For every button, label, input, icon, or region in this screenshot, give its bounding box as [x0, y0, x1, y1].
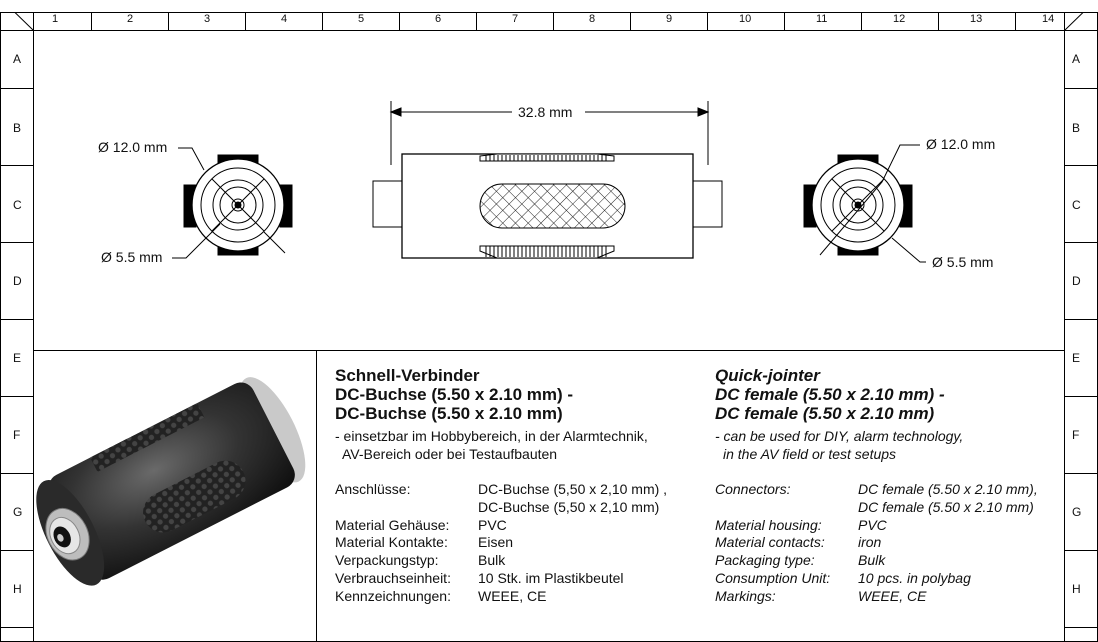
spec-row: [715, 481, 1060, 499]
spec-row: [335, 517, 705, 535]
spec-row: [715, 588, 1060, 606]
row-label-a-right: A: [1072, 52, 1081, 66]
col-label-6: 6: [435, 13, 442, 25]
col-label-1: 1: [52, 13, 59, 25]
spec-value: Bulk: [858, 552, 886, 569]
english-title-line: Quick-jointer: [715, 366, 820, 385]
spec-value: Bulk: [478, 552, 506, 569]
spec-value: 10 Stk. im Plastikbeutel: [478, 569, 624, 586]
german-title-line: Schnell-Verbinder: [335, 366, 480, 385]
row-label-c-right: C: [1072, 198, 1081, 212]
row-label-e-left: E: [13, 351, 22, 365]
length-dimension-label: 32.8 mm: [518, 104, 573, 120]
spec-row: [335, 552, 705, 570]
spec-label: Verpackungstyp:: [335, 552, 439, 569]
english-specs: [715, 481, 1060, 606]
spec-row: [715, 570, 1060, 588]
spec-row: [715, 499, 1060, 517]
german-title-line: DC-Buchse (5.50 x 2.10 mm) -: [335, 385, 574, 404]
spec-value: WEEE, CE: [858, 587, 927, 604]
spec-label: Anschlüsse:: [335, 481, 411, 497]
spec-row: [715, 552, 1060, 570]
col-label-13: 13: [970, 13, 983, 25]
spec-value: PVC: [478, 516, 507, 533]
spec-label: Packaging type:: [715, 552, 815, 569]
col-label-3: 3: [204, 13, 211, 25]
english-note-line: - can be used for DIY, alarm technology,: [715, 428, 964, 444]
german-title-line: DC-Buchse (5.50 x 2.10 mm): [335, 404, 563, 423]
english-note-line: in the AV field or test setups: [723, 446, 897, 462]
col-label-5: 5: [358, 13, 365, 25]
left-outer-diameter-label: Ø 12.0 mm: [98, 139, 168, 155]
row-label-g-left: G: [13, 505, 23, 519]
side-view: [373, 101, 722, 258]
spec-value: Eisen: [478, 534, 514, 551]
left-inner-diameter-label: Ø 5.5 mm: [101, 249, 163, 265]
row-label-b-right: B: [1072, 121, 1081, 135]
product-photo: [22, 368, 318, 595]
spec-label: Connectors:: [715, 481, 791, 497]
spec-value: PVC: [858, 516, 887, 533]
right-outer-diameter-label: Ø 12.0 mm: [926, 136, 996, 152]
english-title-line: DC female (5.50 x 2.10 mm) -: [715, 385, 945, 404]
row-label-f-left: F: [13, 428, 21, 442]
col-label-2: 2: [127, 13, 134, 25]
german-note-line: AV-Bereich oder bei Testaufbauten: [342, 446, 558, 462]
spec-label: Markings:: [715, 587, 776, 604]
spec-label: Material housing:: [715, 516, 822, 533]
row-label-h-left: H: [13, 582, 22, 596]
spec-row: [335, 481, 705, 499]
spec-value: DC-Buchse (5,50 x 2,10 mm): [478, 498, 660, 515]
german-description: [335, 366, 695, 463]
german-note-line: - einsetzbar im Hobbybereich, in der Alarmtechnik,: [335, 428, 648, 444]
row-label-d-right: D: [1072, 274, 1081, 288]
english-note: [715, 427, 1055, 463]
left-end-view: [172, 148, 292, 258]
row-label-b-left: B: [13, 121, 22, 135]
row-label-a-left: A: [13, 52, 22, 66]
spec-row: [335, 570, 705, 588]
col-label-12: 12: [893, 13, 906, 25]
spec-label: Material Kontakte:: [335, 534, 448, 551]
german-title: [335, 366, 695, 423]
row-label-d-left: D: [13, 274, 22, 288]
row-label-f-right: F: [1072, 428, 1080, 442]
row-label-h-right: H: [1072, 582, 1081, 596]
spec-label: Material Gehäuse:: [335, 516, 450, 533]
right-end-view: [804, 145, 926, 262]
col-label-8: 8: [589, 13, 596, 25]
spec-label: Verbrauchseinheit:: [335, 569, 451, 586]
spec-row: [715, 534, 1060, 552]
row-label-e-right: E: [1072, 351, 1081, 365]
row-label-g-right: G: [1072, 505, 1082, 519]
spec-row: [335, 534, 705, 552]
spec-value: 10 pcs. in polybag: [858, 569, 971, 586]
english-title: [715, 366, 1055, 423]
spec-value: iron: [858, 534, 882, 551]
spec-value: WEEE, CE: [478, 587, 547, 604]
col-label-10: 10: [739, 13, 752, 25]
german-note: [335, 427, 695, 463]
col-label-7: 7: [512, 13, 519, 25]
col-label-11: 11: [816, 13, 828, 25]
spec-row: [335, 588, 705, 606]
spec-row: [335, 499, 705, 517]
spec-label: Consumption Unit:: [715, 569, 831, 586]
col-label-4: 4: [281, 13, 288, 25]
col-label-14: 14: [1042, 13, 1055, 25]
spec-value: DC-Buchse (5,50 x 2,10 mm) ,: [478, 481, 668, 497]
col-label-9: 9: [666, 13, 673, 25]
spec-value: DC female (5.50 x 2.10 mm): [858, 498, 1034, 515]
english-specs-wrap: [715, 481, 1060, 606]
spec-label: Material contacts:: [715, 534, 825, 551]
spec-row: [715, 517, 1060, 535]
right-inner-diameter-label: Ø 5.5 mm: [932, 254, 994, 270]
spec-label: Kennzeichnungen:: [335, 587, 451, 604]
german-specs: [335, 481, 705, 606]
spec-value: DC female (5.50 x 2.10 mm),: [858, 481, 1038, 497]
row-label-c-left: C: [13, 198, 22, 212]
english-title-line: DC female (5.50 x 2.10 mm): [715, 404, 935, 423]
english-description: [715, 366, 1055, 463]
